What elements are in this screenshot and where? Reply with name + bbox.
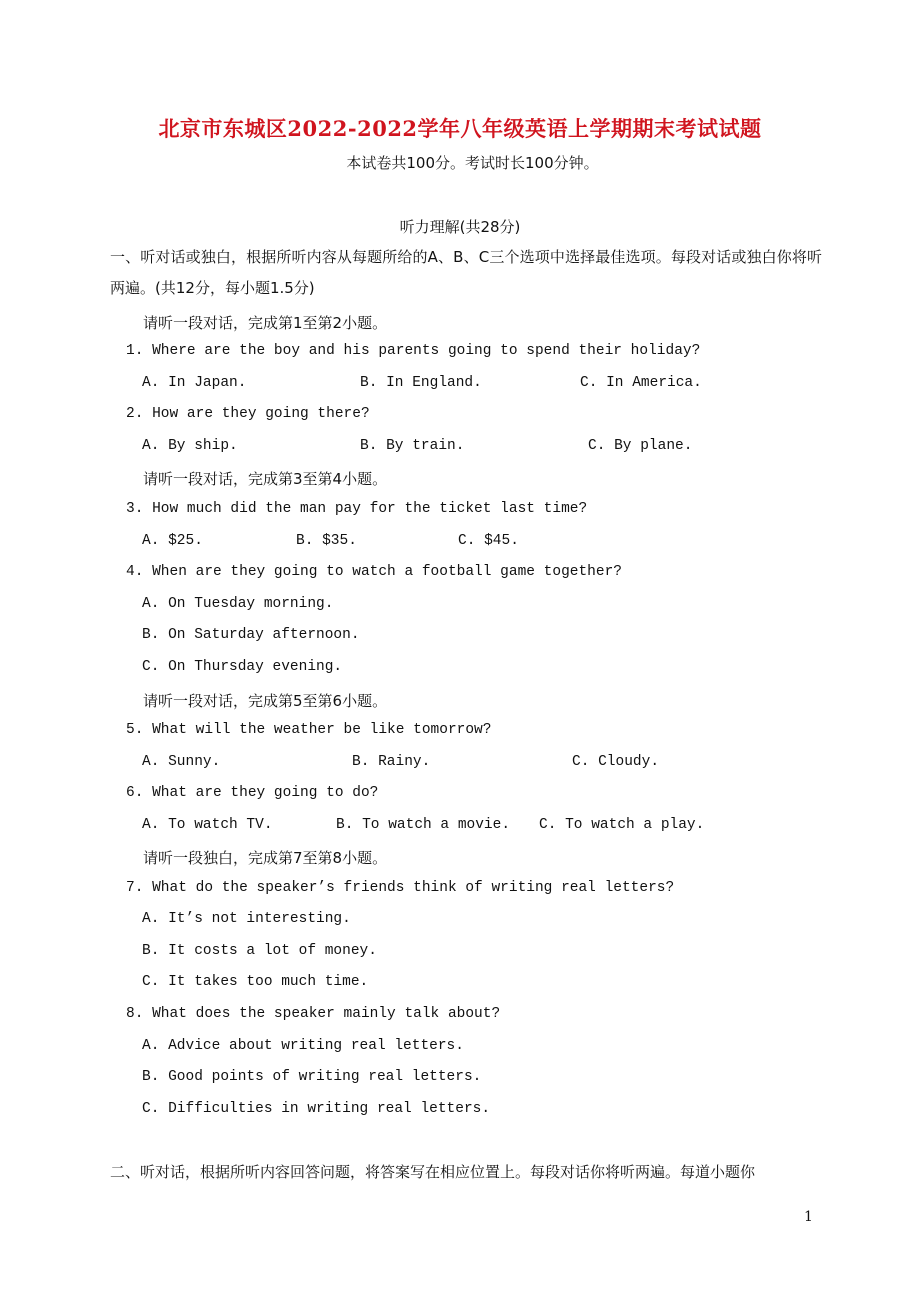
option-b: B. In England. (360, 375, 482, 391)
question-stem: 7. What do the speaker’s friends think of writing real letters? (126, 880, 675, 896)
option-a: A. Sunny. (142, 754, 221, 770)
part1-instruction: 一、听对话或独白，根据所听内容从每题所给的A、B、C三个选项中选择最佳选项。每段对话或独白你将听两遍。(共12分，每小题1.5分) (110, 248, 822, 297)
option-c: C. To watch a play. (539, 817, 705, 833)
option-c: C. It takes too much time. (142, 974, 369, 990)
option-b: B. Rainy. (352, 754, 431, 770)
option-c: C. Difficulties in writing real letters. (142, 1101, 491, 1117)
option-a: A. It’s not interesting. (142, 911, 351, 927)
option-a: A. $25. (142, 533, 203, 549)
option-b: B. It costs a lot of money. (142, 943, 377, 959)
option-c: C. $45. (458, 533, 519, 549)
option-a: A. To watch TV. (142, 817, 273, 833)
group-instruction: 请听一段对话，完成第5至第6小题。 (143, 692, 388, 710)
group-instruction: 请听一段对话，完成第3至第4小题。 (143, 470, 388, 488)
option-c: C. In America. (580, 375, 702, 391)
option-b: B. Good points of writing real letters. (142, 1069, 482, 1085)
page-number: 1 (804, 1209, 813, 1225)
question-stem: 1. Where are the boy and his parents going to spend their holiday? (126, 343, 701, 359)
option-a: A. In Japan. (142, 375, 247, 391)
document-title: 北京市东城区2022-2022学年八年级英语上学期期末考试试题 (158, 116, 762, 141)
option-b: B. By train. (360, 438, 465, 454)
question-stem: 4. When are they going to watch a football game together? (126, 564, 622, 580)
question-stem: 3. How much did the man pay for the ticket last time? (126, 501, 588, 517)
exam-info: 本试卷共100分。考试时长100分钟。 (346, 154, 599, 172)
option-c: C. On Thursday evening. (142, 659, 343, 675)
option-a: A. By ship. (142, 438, 238, 454)
option-c: C. Cloudy. (572, 754, 660, 770)
question-stem: 8. What does the speaker mainly talk about? (126, 1006, 501, 1022)
group-instruction: 请听一段独白，完成第7至第8小题。 (143, 849, 388, 867)
option-b: B. To watch a movie. (336, 817, 511, 833)
option-b: B. $35. (296, 533, 357, 549)
question-stem: 6. What are they going to do? (126, 785, 379, 801)
option-c: C. By plane. (588, 438, 693, 454)
section-title: 听力理解(共28分) (399, 218, 521, 236)
option-a: A. Advice about writing real letters. (142, 1038, 464, 1054)
option-a: A. On Tuesday morning. (142, 596, 334, 612)
group-instruction: 请听一段对话，完成第1至第2小题。 (143, 314, 388, 332)
part2-instruction: 二、听对话，根据所听内容回答问题，将答案写在相应位置上。每段对话你将听两遍。每道小题你 (110, 1163, 756, 1181)
question-stem: 2. How are they going there? (126, 406, 370, 422)
option-b: B. On Saturday afternoon. (142, 627, 360, 643)
question-stem: 5. What will the weather be like tomorrow? (126, 722, 492, 738)
